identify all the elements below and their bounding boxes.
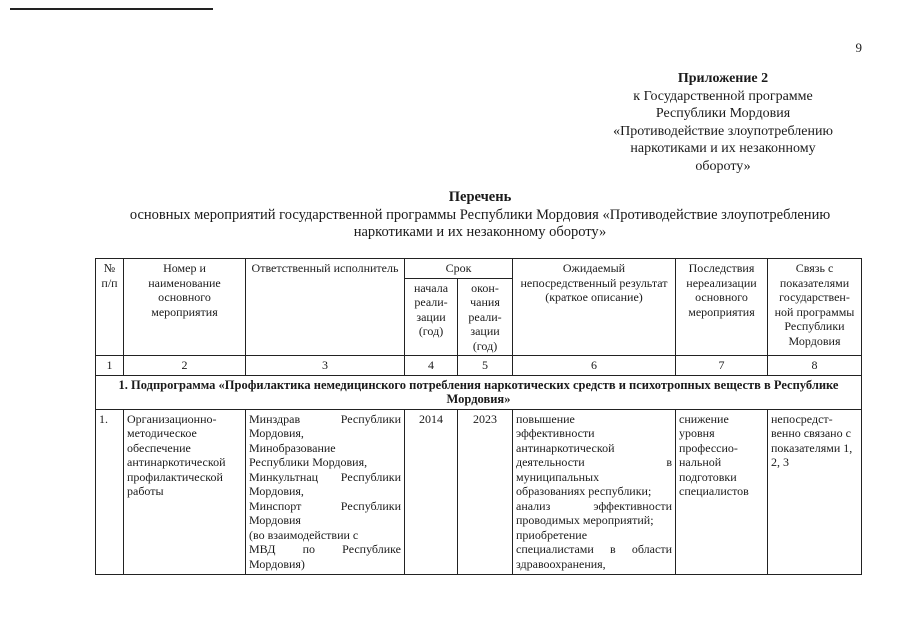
- row-executor: [246, 409, 405, 574]
- result-line: повышение: [516, 411, 575, 426]
- column-number: 1: [96, 356, 124, 376]
- header-num: № п/п: [96, 259, 124, 356]
- appendix-line: наркотиками и их незаконному: [630, 141, 816, 156]
- appendix-line: к Государственной программе: [633, 88, 813, 104]
- column-number: 6: [513, 356, 676, 376]
- appendix-line: обороту»: [695, 158, 751, 174]
- row-start: 2014: [405, 409, 458, 574]
- executor-line: (во взаимодействии с: [249, 527, 359, 542]
- row-consequences: снижение уровня профессио-нальной подготовки специалистов: [676, 409, 768, 574]
- column-number: 2: [124, 356, 246, 376]
- result-line: проводимых мероприятий;: [516, 513, 654, 527]
- row-link: непосредст-венно связано с показателями 1, 2, 3: [768, 409, 862, 574]
- header-consequences: Последствия нереализации основного мероприятия: [676, 259, 768, 356]
- column-number: 5: [458, 356, 513, 376]
- result-line: специалистами в области: [516, 542, 672, 556]
- result-line: деятельности в: [516, 455, 672, 469]
- executor-line: Минкультнац Республики: [249, 469, 401, 484]
- heading-title: Перечень: [448, 189, 512, 205]
- column-number: 8: [768, 356, 862, 376]
- column-number: 7: [676, 356, 768, 376]
- header-executor: Ответственный исполнитель: [246, 259, 405, 356]
- row-end: 2023: [458, 409, 513, 574]
- heading-line: наркотиками и их незаконному обороту»: [353, 224, 607, 240]
- result-line: муниципальных: [516, 469, 600, 484]
- appendix-line: Республики Мордовия: [655, 106, 791, 121]
- header-result: Ожидаемый непосредственный результат (краткое описание): [513, 259, 676, 356]
- table-row: [96, 409, 862, 574]
- executor-line: Мордовия,: [249, 484, 304, 498]
- executor-line: Мордовия: [249, 513, 301, 527]
- header-row: [96, 259, 862, 279]
- executor-line: Республики Мордовия,: [249, 455, 368, 469]
- page-number: 9: [855, 40, 862, 55]
- measures-table: [95, 258, 862, 575]
- executor-line: Мордовия,: [249, 426, 304, 440]
- executor-line: МВД по Республике: [249, 542, 401, 556]
- result-line: здравоохранения,: [516, 556, 606, 571]
- result-line: антинаркотической: [516, 440, 615, 455]
- section-title: 1. Подпрограмма «Профилактика немедицинского потребления наркотических средств и психотропных веществ в Республике Мордовия»: [96, 375, 862, 409]
- result-line: образованиях республики;: [516, 484, 652, 498]
- column-number: 3: [246, 356, 405, 376]
- row-num: 1.: [96, 409, 124, 574]
- executor-line: Минспорт Республики: [249, 498, 401, 513]
- appendix-line: «Противодействие злоупотреблению: [613, 123, 833, 139]
- result-line: анализ эффективности: [516, 498, 672, 513]
- header-term: Срок: [405, 259, 513, 279]
- column-number-row: [96, 356, 862, 376]
- result-line: эффективности: [516, 426, 595, 440]
- executor-line: Минздрав Республики: [249, 411, 401, 426]
- appendix-title: Приложение 2: [677, 71, 769, 86]
- header-rule: [10, 8, 213, 10]
- column-number: 4: [405, 356, 458, 376]
- header-link: Связь с показателями государствен-ной программы Республики Мордовия: [768, 259, 862, 356]
- executor-line: Минобразование: [249, 440, 336, 455]
- appendix-block: [590, 70, 856, 175]
- section-row: [96, 375, 862, 409]
- row-result: [513, 409, 676, 574]
- heading-line: основных мероприятий государственной программы Республики Мордовия «Противодействие злоупотреблению: [129, 206, 831, 223]
- header-name: Номер и наименование основного мероприятия: [124, 259, 246, 356]
- executor-line: Мордовия): [249, 556, 305, 571]
- header-end: окон-чания реали-зации (год): [458, 278, 513, 356]
- page-crop: [95, 594, 865, 640]
- header-start: начала реали-зации (год): [405, 278, 458, 356]
- document-heading: [100, 189, 860, 242]
- row-name: Организационно-методическое обеспечение антинаркотической профилактической работы: [124, 409, 246, 574]
- result-line: приобретение: [516, 527, 588, 542]
